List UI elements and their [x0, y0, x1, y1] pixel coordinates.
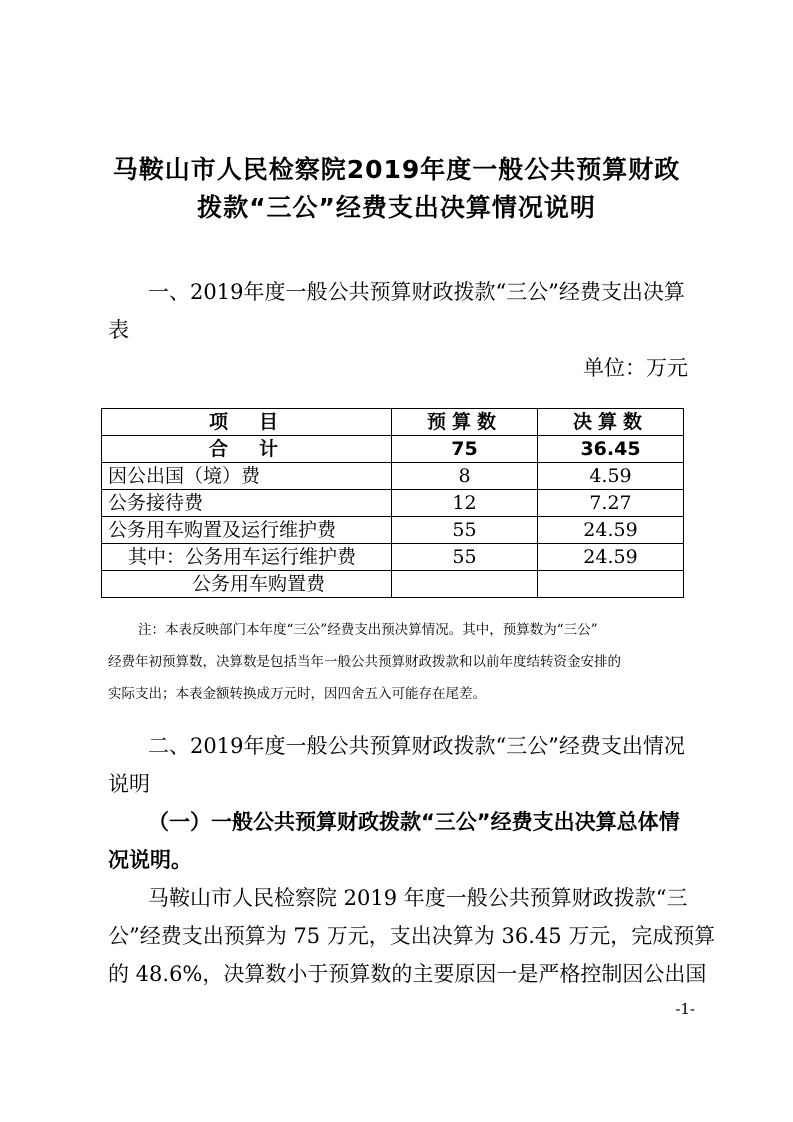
- table-note: [108, 614, 692, 710]
- page-number: -1-: [675, 1000, 695, 1018]
- document-title-line1: 马鞍山市人民检察院2019年度一般公共预算财政: [112, 155, 681, 184]
- subsection-heading-line2: 况说明。: [108, 848, 192, 872]
- section2-heading-line1: 二、2019年度一般公共预算财政拨款“三公”经费支出情况: [148, 734, 685, 758]
- header-actual: 决算数: [538, 409, 684, 436]
- row-actual: 7.27: [538, 490, 684, 517]
- row-label: 因公出国（境）费: [102, 463, 392, 490]
- unit-label: 单位：万元: [583, 356, 688, 380]
- row-budget: 8: [392, 463, 538, 490]
- total-budget: 75: [392, 436, 538, 463]
- header-item: 项 目: [102, 409, 392, 436]
- row-budget: [392, 571, 538, 598]
- section1-heading-line1: 一、2019年度一般公共预算财政拨款“三公”经费支出决算: [148, 280, 685, 304]
- row-budget: 55: [392, 517, 538, 544]
- row-label: 公务用车购置及运行维护费: [102, 517, 392, 544]
- row-budget: 12: [392, 490, 538, 517]
- table-row: [102, 463, 684, 490]
- note-line: 经费年初预算数，决算数是包括当年一般公共预算财政拨款和以前年度结转资金安排的: [108, 654, 621, 670]
- table-row: [102, 544, 684, 571]
- note-line: 注：本表反映部门本年度“三公”经费支出预决算情况。其中，预算数为“三公”: [138, 622, 598, 638]
- row-label: 其中：公务用车运行维护费: [102, 544, 392, 571]
- row-actual: [538, 571, 684, 598]
- paragraph-line: 公”经费支出预算为 75 万元，支出决算为 36.45 万元，完成预算: [108, 924, 716, 948]
- row-actual: 4.59: [538, 463, 684, 490]
- subsection-heading-line1: （一）一般公共预算财政拨款“三公”经费支出决算总体情: [148, 810, 680, 834]
- table-row: [102, 571, 684, 598]
- row-label: 公务用车购置费: [102, 571, 392, 598]
- section2-heading-line2: 说明: [108, 772, 150, 796]
- table-total-row: [102, 436, 684, 463]
- row-actual: 24.59: [538, 544, 684, 571]
- section1-heading-line2: 表: [108, 318, 129, 342]
- three-public-costs-table: [101, 408, 684, 598]
- row-actual: 24.59: [538, 517, 684, 544]
- paragraph-line: 的 48.6%，决算数小于预算数的主要原因一是严格控制因公出国: [108, 962, 707, 986]
- row-label: 公务接待费: [102, 490, 392, 517]
- total-actual: 36.45: [538, 436, 684, 463]
- row-budget: 55: [392, 544, 538, 571]
- paragraph-line: 马鞍山市人民检察院 2019 年度一般公共预算财政拨款“三: [148, 886, 688, 910]
- table-header-row: [102, 409, 684, 436]
- document-title-line2: 拨款“三公”经费支出决算情况说明: [197, 193, 596, 222]
- note-line: 实际支出；本表金额转换成万元时，因四舍五入可能存在尾差。: [108, 686, 486, 702]
- table-row: [102, 490, 684, 517]
- total-label: 合 计: [102, 436, 392, 463]
- header-budget: 预算数: [392, 409, 538, 436]
- table-row: [102, 517, 684, 544]
